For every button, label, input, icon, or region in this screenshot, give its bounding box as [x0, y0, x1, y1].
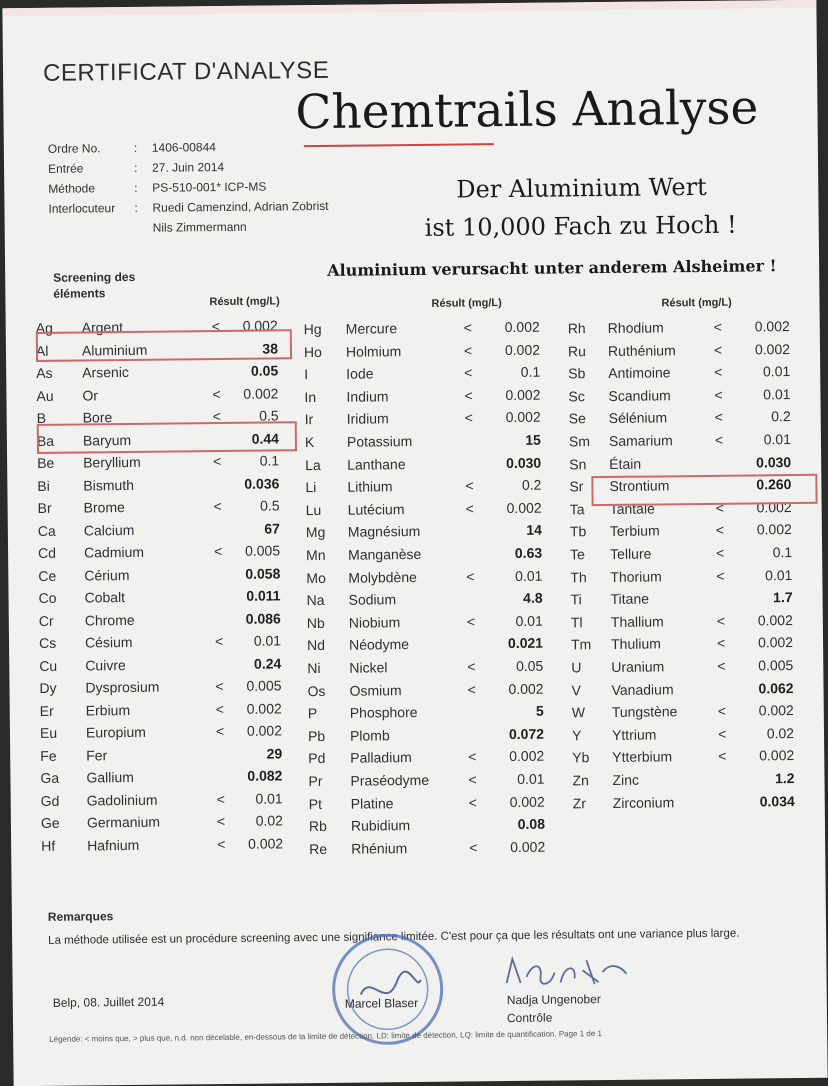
element-symbol: Ga — [40, 769, 60, 786]
element-value: 0.1 — [520, 363, 541, 381]
element-value: 0.002 — [246, 722, 283, 739]
less-than-sign: < — [215, 700, 224, 717]
element-symbol: Ca — [37, 522, 56, 539]
element-value: 0.44 — [251, 429, 279, 447]
less-than-sign: < — [463, 319, 473, 336]
element-symbol: Cs — [38, 634, 57, 651]
element-value: 0.002 — [756, 498, 792, 516]
less-than-sign: < — [465, 477, 474, 494]
element-symbol: Cr — [38, 612, 54, 629]
result-header-col3: Résult (mg/L) — [661, 296, 732, 310]
element-value: 0.086 — [245, 609, 281, 627]
element-value: 0.002 — [504, 318, 540, 336]
element-name: Rubidium — [350, 817, 411, 834]
element-symbol: Yb — [572, 749, 590, 766]
element-value: 0.002 — [758, 702, 794, 719]
less-than-sign: < — [714, 386, 723, 403]
element-name: Germanium — [86, 813, 161, 831]
less-than-sign: < — [714, 363, 723, 381]
element-value: 0.005 — [246, 677, 282, 694]
element-name: Dysprosium — [85, 678, 160, 696]
element-value: 0.002 — [242, 317, 278, 334]
element-symbol: Gd — [40, 792, 60, 809]
element-name: Fer — [86, 746, 108, 763]
less-than-sign: < — [717, 725, 727, 742]
element-symbol: Sm — [568, 433, 591, 450]
element-name: Iridium — [346, 410, 389, 428]
element-value: 0.24 — [253, 654, 282, 672]
element-name: Sélénium — [608, 409, 668, 427]
element-value: 0.002 — [754, 340, 791, 358]
element-symbol: As — [36, 364, 53, 381]
element-symbol: Ti — [570, 591, 582, 608]
element-symbol: Th — [570, 568, 587, 585]
element-value: 0.002 — [509, 793, 545, 810]
meta-value-order: 1406-00844 — [151, 140, 216, 155]
meta-label-entry: Entrée — [47, 161, 84, 176]
less-than-sign: < — [464, 409, 473, 426]
element-name: Strontium — [609, 477, 670, 495]
element-value: 0.021 — [507, 635, 544, 652]
element-value: 0.005 — [758, 657, 794, 674]
element-value: 67 — [264, 519, 280, 537]
signer-2-name: Nadja Ungenober — [506, 992, 601, 1008]
less-than-sign: < — [468, 748, 477, 765]
baryum-highlight — [37, 421, 297, 454]
less-than-sign: < — [468, 793, 477, 811]
element-value: 0.030 — [756, 453, 792, 471]
element-symbol: Ho — [303, 343, 322, 360]
remarks-heading: Remarques — [47, 909, 114, 924]
element-symbol: Nb — [306, 614, 325, 631]
element-value: 0.002 — [757, 611, 793, 629]
less-than-sign: < — [716, 635, 726, 652]
element-value: 29 — [266, 744, 283, 762]
element-symbol: Co — [38, 589, 57, 606]
element-symbol: Cd — [37, 544, 57, 561]
element-symbol: Ba — [36, 432, 55, 449]
element-symbol: Eu — [39, 724, 58, 741]
element-value: 0.002 — [243, 384, 279, 402]
element-name: Ruthénium — [607, 341, 676, 359]
element-name: Zinc — [612, 771, 640, 788]
element-value: 1.2 — [774, 770, 795, 787]
element-name: Magnésium — [347, 523, 421, 541]
less-than-sign: < — [468, 771, 477, 788]
less-than-sign: < — [213, 498, 222, 515]
element-name: Europium — [85, 723, 146, 741]
less-than-sign: < — [215, 678, 224, 695]
element-name: Tellure — [610, 545, 652, 562]
element-symbol: Dy — [39, 679, 57, 696]
element-name: Ytterbium — [612, 748, 673, 766]
element-value: 1.7 — [773, 589, 793, 606]
element-name: Thallium — [610, 613, 664, 630]
element-value: 5 — [535, 702, 544, 719]
less-than-sign: < — [464, 364, 473, 381]
element-symbol: Sn — [569, 455, 587, 472]
meta-value-entry: 27. Juin 2014 — [151, 159, 225, 175]
element-symbol: Ge — [40, 814, 60, 831]
element-value: 0.63 — [514, 544, 543, 561]
element-symbol: I — [304, 366, 309, 383]
less-than-sign: < — [211, 318, 220, 335]
element-name: Manganèse — [348, 545, 422, 563]
less-than-sign: < — [213, 453, 222, 470]
less-than-sign: < — [212, 385, 221, 402]
element-symbol: Sr — [569, 478, 584, 495]
element-value: 0.2 — [771, 408, 791, 425]
element-name: Lanthane — [347, 455, 406, 473]
element-name: Samarium — [608, 432, 673, 449]
less-than-sign: < — [718, 748, 727, 765]
less-than-sign: < — [466, 613, 476, 630]
element-symbol: Os — [307, 682, 326, 699]
element-name: Praséodyme — [350, 771, 430, 789]
element-name: Gadolinium — [86, 791, 158, 808]
element-value: 0.05 — [250, 362, 279, 379]
element-symbol: Pt — [308, 795, 323, 812]
element-value: 0.01 — [763, 385, 791, 403]
element-symbol: Nd — [306, 637, 326, 654]
element-symbol: Ta — [569, 501, 585, 518]
element-name: Terbium — [609, 522, 660, 540]
element-name: Tungstène — [611, 703, 678, 721]
element-symbol: Cu — [39, 657, 58, 674]
element-symbol: Tm — [570, 636, 592, 653]
element-name: Brome — [83, 499, 125, 516]
element-value: 0.002 — [756, 521, 792, 538]
less-than-sign: < — [465, 500, 474, 517]
element-value: 0.01 — [517, 770, 545, 787]
element-name: Rhodium — [607, 319, 664, 336]
element-name: Osmium — [349, 681, 402, 699]
element-value: 0.002 — [505, 386, 541, 403]
element-name: Molybdène — [348, 568, 417, 586]
element-symbol: V — [571, 681, 581, 698]
element-symbol: Sc — [568, 388, 585, 405]
element-name: Yttrium — [611, 726, 657, 743]
element-name: Indium — [346, 388, 389, 405]
element-value: 0.02 — [255, 812, 283, 829]
element-value: 0.002 — [504, 341, 541, 358]
less-than-sign: < — [217, 835, 226, 852]
less-than-sign: < — [213, 543, 223, 560]
element-symbol: Hf — [41, 837, 56, 854]
element-symbol: U — [571, 659, 582, 676]
meta-label-method: Méthode — [48, 181, 96, 196]
element-value: 0.072 — [508, 725, 545, 742]
element-name: Bismuth — [83, 476, 135, 493]
element-value: 0.08 — [517, 815, 546, 833]
signature-2 — [502, 952, 632, 993]
element-name: Antimoine — [608, 364, 671, 382]
element-value: 0.01 — [765, 566, 793, 583]
less-than-sign: < — [215, 723, 225, 740]
element-symbol: Lu — [305, 501, 322, 518]
place-date: Belp, 08. Juillet 2014 — [52, 994, 165, 1010]
element-name: Rhénium — [351, 839, 408, 857]
meta-label-order: Ordre No. — [47, 141, 101, 156]
element-value: 0.1 — [772, 544, 793, 561]
element-symbol: La — [305, 456, 321, 473]
element-symbol: Y — [571, 727, 582, 744]
element-name: Césium — [84, 633, 133, 651]
element-value: 0.5 — [260, 497, 280, 514]
element-value: 0.011 — [246, 587, 281, 604]
element-symbol: Ir — [304, 411, 314, 428]
element-symbol: Zn — [572, 772, 589, 789]
element-value: 0.01 — [763, 431, 792, 448]
less-than-sign: < — [717, 702, 727, 720]
element-symbol: Ag — [35, 319, 53, 336]
element-name: Chrome — [84, 611, 135, 628]
element-value: 4.8 — [523, 589, 543, 607]
element-value: 0.030 — [506, 454, 542, 471]
less-than-sign: < — [714, 431, 724, 448]
element-name: Gallium — [86, 768, 134, 786]
element-value: 0.002 — [508, 680, 544, 697]
element-name: Tantale — [609, 500, 655, 517]
element-name: Plomb — [349, 727, 390, 744]
element-value: 0.002 — [759, 747, 795, 764]
less-than-sign: < — [212, 408, 221, 425]
element-symbol: Hg — [303, 320, 322, 338]
element-symbol: Sb — [568, 365, 586, 382]
remarks-text: La méthode utilisée est un procédure screening avec une signifiance limitée. C'est pour ça que les résultats ont une variance plus large. — [48, 927, 740, 947]
element-symbol: B — [36, 409, 47, 426]
element-symbol: Al — [35, 342, 49, 359]
claim-line-2: ist 10,000 Fach zu Hoch ! — [424, 210, 737, 242]
element-symbol: Bi — [37, 477, 50, 494]
aluminium-highlight — [36, 329, 292, 362]
element-symbol: Fe — [40, 747, 57, 764]
less-than-sign: < — [466, 567, 475, 585]
element-name: Scandium — [608, 387, 671, 404]
certificate-page — [2, 0, 827, 1086]
meta-value-contact-2: Nils Zimmermann — [152, 219, 247, 235]
element-value: 0.082 — [247, 767, 283, 784]
less-than-sign: < — [467, 658, 476, 675]
element-symbol: Li — [305, 479, 317, 496]
element-name: Hafnium — [87, 836, 140, 853]
meta-separator: : — [133, 140, 138, 155]
element-name: Iode — [346, 365, 374, 382]
element-name: Zirconium — [612, 793, 675, 811]
element-value: 0.01 — [515, 567, 543, 584]
element-symbol: W — [571, 704, 586, 721]
element-symbol: Rb — [308, 818, 327, 835]
legend-footnote: Légende: < moins que, > plus que, n.d. non décelable, en-dessous de la limite de détection. LD: limite de détection, LQ: limite de quantification. Page 1 de 1 — [49, 1029, 603, 1044]
element-name: Sodium — [348, 591, 397, 608]
element-name: Uranium — [611, 658, 665, 675]
less-than-sign: < — [713, 341, 723, 358]
element-value: 0.005 — [244, 542, 281, 559]
screening-heading: Screening des éléments — [53, 269, 136, 301]
element-symbol: P — [307, 705, 318, 722]
element-symbol: In — [304, 388, 317, 405]
meta-value-contact: Ruedi Camenzind, Adrian Zobrist — [152, 198, 329, 215]
element-value: 0.034 — [759, 792, 795, 809]
element-value: 0.002 — [510, 838, 546, 855]
element-value: 0.01 — [515, 612, 543, 629]
element-symbol: Pb — [307, 727, 326, 744]
element-name: Étain — [609, 455, 642, 472]
element-symbol: Er — [39, 702, 54, 719]
meta-value-method: PS-510-001* ICP-MS — [152, 179, 267, 195]
element-value: 0.062 — [758, 679, 794, 697]
element-value: 0.02 — [766, 724, 795, 742]
element-name: Baryum — [82, 431, 132, 448]
less-than-sign: < — [716, 544, 725, 561]
less-than-sign: < — [469, 839, 478, 856]
element-value: 0.2 — [521, 476, 542, 494]
element-value: 0.260 — [756, 476, 792, 493]
element-value: 0.01 — [253, 632, 282, 649]
element-name: Arsenic — [82, 363, 129, 381]
element-name: Lutécium — [347, 500, 405, 518]
element-symbol: Te — [570, 546, 586, 563]
element-value: 0.002 — [757, 634, 794, 651]
less-than-sign: < — [715, 522, 725, 539]
element-name: Beryllium — [83, 453, 141, 471]
result-header-col1: Résult (mg/L) — [209, 295, 280, 309]
element-value: 0.01 — [762, 363, 791, 380]
element-symbol: Ni — [307, 659, 321, 677]
less-than-sign: < — [216, 790, 225, 807]
element-symbol: Rh — [567, 320, 586, 337]
element-name: Platine — [350, 794, 394, 812]
title-underline — [304, 143, 494, 147]
less-than-sign: < — [463, 341, 473, 359]
element-name: Lithium — [347, 478, 393, 495]
element-name: Niobium — [348, 613, 401, 631]
element-name: Vanadium — [611, 680, 674, 698]
element-name: Or — [82, 386, 99, 403]
element-value: 15 — [525, 431, 542, 448]
element-name: Argent — [81, 319, 124, 336]
element-symbol: Ru — [567, 342, 586, 359]
element-symbol: Pd — [308, 750, 326, 767]
element-symbol: Pr — [308, 772, 323, 790]
element-symbol: Tl — [570, 614, 583, 631]
element-symbol: K — [304, 434, 315, 451]
signer-1-name: Marcel Blaser — [344, 995, 419, 1011]
element-name: Nickel — [349, 659, 388, 676]
element-symbol: Zr — [572, 794, 587, 811]
element-name: Thulium — [610, 635, 661, 653]
element-value: 0.01 — [255, 789, 283, 807]
less-than-sign: < — [214, 633, 224, 650]
element-name: Holmium — [345, 342, 402, 360]
element-name: Cadmium — [83, 543, 145, 561]
element-value: 14 — [526, 522, 542, 539]
element-name: Erbium — [85, 701, 131, 718]
element-value: 0.5 — [259, 407, 279, 424]
element-name: Palladium — [350, 749, 412, 767]
less-than-sign: < — [717, 657, 726, 674]
meta-separator: : — [133, 160, 138, 175]
meta-separator: : — [134, 180, 138, 195]
element-name: Bore — [82, 409, 113, 426]
element-name: Cobalt — [84, 589, 126, 606]
element-value: 0.036 — [244, 474, 280, 492]
element-symbol: Au — [36, 387, 54, 404]
element-symbol: Mo — [306, 569, 326, 586]
claim-line-3: Aluminium verursacht unter anderem Alsheimer ! — [327, 256, 777, 280]
element-value: 0.05 — [515, 657, 544, 674]
document-title: Chemtrails Analyse — [295, 80, 759, 141]
top-strip — [2, 0, 816, 16]
less-than-sign: < — [715, 499, 724, 516]
element-symbol: Re — [309, 840, 328, 857]
element-name: Mercure — [345, 320, 398, 337]
element-symbol: Ce — [38, 567, 57, 584]
element-value: 0.002 — [754, 318, 790, 335]
element-symbol: Na — [306, 592, 325, 609]
less-than-sign: < — [713, 318, 723, 335]
less-than-sign: < — [467, 680, 476, 698]
claim-line-1: Der Aluminium Wert — [456, 172, 707, 204]
element-symbol: Mn — [306, 546, 326, 564]
less-than-sign: < — [716, 612, 726, 629]
element-value: 0.002 — [246, 699, 282, 717]
strontium-highlight — [591, 474, 817, 506]
element-value: 0.002 — [505, 409, 541, 426]
element-symbol: Se — [568, 410, 586, 427]
result-header-col2: Résult (mg/L) — [431, 297, 502, 310]
less-than-sign: < — [216, 813, 226, 830]
element-symbol: Mg — [305, 524, 326, 541]
element-name: Cuivre — [85, 656, 126, 673]
element-value: 0.002 — [248, 834, 284, 852]
element-name: Cérium — [84, 566, 130, 583]
element-value: 0.002 — [506, 499, 542, 516]
less-than-sign: < — [716, 567, 725, 584]
meta-separator: : — [134, 200, 138, 215]
element-name: Calcium — [83, 521, 135, 538]
element-symbol: Tb — [569, 523, 587, 540]
certificate-heading: CERTIFICAT D'ANALYSE — [42, 56, 330, 87]
element-name: Potassium — [346, 433, 413, 450]
element-name: Aluminium — [81, 341, 148, 358]
meta-label-contact: Interlocuteur — [48, 201, 116, 216]
element-value: 38 — [262, 339, 279, 357]
less-than-sign: < — [464, 387, 473, 404]
less-than-sign: < — [714, 409, 723, 426]
element-value: 0.002 — [509, 748, 545, 765]
element-name: Thorium — [610, 568, 662, 585]
element-name: Titane — [610, 590, 650, 608]
element-symbol: Be — [37, 454, 55, 471]
element-value: 0.058 — [245, 564, 281, 582]
element-value: 0.1 — [259, 452, 280, 469]
element-symbol: Br — [37, 499, 52, 516]
element-name: Néodyme — [348, 636, 410, 654]
element-name: Phosphore — [349, 704, 418, 721]
signer-2-role: Contrôle — [506, 1010, 553, 1026]
